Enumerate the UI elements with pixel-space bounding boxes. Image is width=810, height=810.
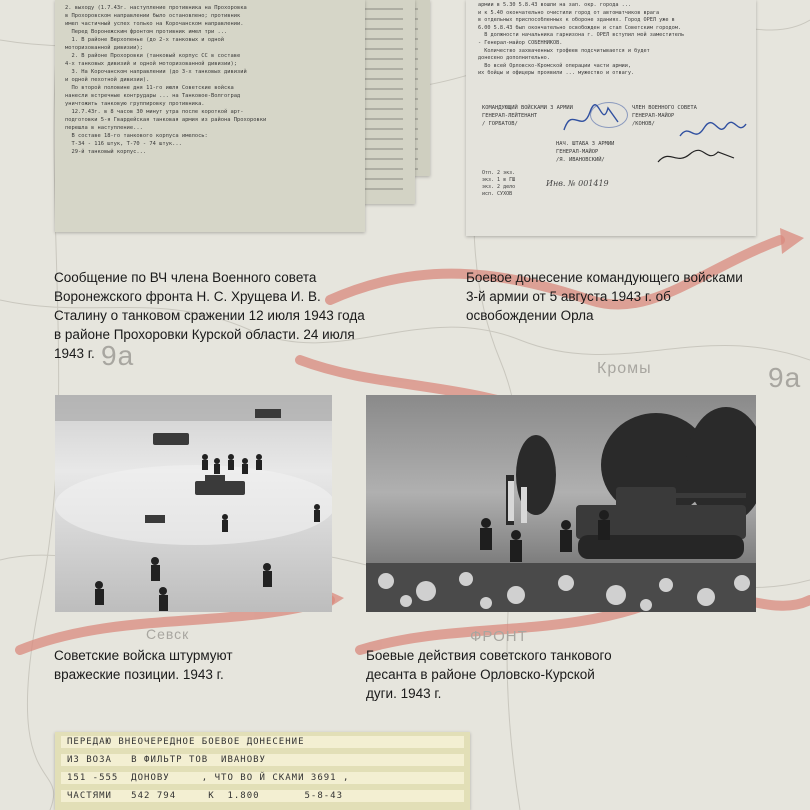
document-line: Т-34 - 116 штук, Т-70 - 74 штук...: [65, 141, 182, 147]
document-line: /КОНОВ/: [632, 121, 655, 127]
document-line: экз. 2 дело: [482, 184, 516, 190]
orel-report-text: [478, 2, 684, 78]
signature-konov: [678, 118, 748, 148]
map-label-kromy: Кромы: [597, 360, 652, 377]
document-line: армии в 5.30 5.8.43 вошли на зап. окр. города ...: [478, 2, 632, 8]
orel-sign-left: [482, 104, 573, 128]
document-line: КОМАНДУЮЩИЙ ВОЙСКАМИ 3 АРМИИ: [482, 105, 573, 111]
document-line: /Я. ИВАНОВСКИЙ/: [556, 157, 605, 163]
document-line: По второй половине дня 11-го июля Советские войска: [65, 85, 234, 91]
document-line: ГЕНЕРАЛ-МАЙОР: [556, 149, 599, 155]
document-line: 6.00 5.8.43 был окончательно освобожден и стал Советским городом.: [478, 24, 682, 31]
document-line: НАЧ. ШТАБА 3 АРМИИ: [556, 141, 615, 147]
telegram-document: [55, 732, 470, 810]
document-line: Перед Воронежским фронтом противник имел три ...: [65, 29, 228, 35]
document-line: экз. 1 в ГШ: [482, 177, 516, 183]
caption-orel-report: Боевое донесение командующего войсками 3-й армии от 5 августа 1943 г. об освобождении Орла: [466, 270, 743, 323]
caption-tank-assault: Боевые действия советского танкового десанта в районе Орловско-Курской дуги. 1943 г.: [366, 648, 612, 701]
document-line: донесено дополнительно.: [478, 55, 550, 62]
photo-tank-assault: [366, 395, 756, 612]
document-line: и к 5.40 окончательно очистили город от автоматчиков врага: [478, 9, 660, 16]
document-line: исп. СУХОВ: [482, 191, 513, 197]
document-line: 3. На Корочанском направлении (до 3-х танковых дивизий: [65, 69, 247, 75]
document-line: ГЕНЕРАЛ-ЛЕЙТЕНАНТ: [482, 113, 538, 119]
map-label-front: ФРОНТ: [470, 628, 528, 645]
document-line: и одной пехотной дивизии).: [65, 77, 150, 83]
photo-soldiers-storming: [55, 395, 332, 612]
document-line: имел частичный успех только на Корочанском направлении.: [65, 21, 244, 27]
map-label-9a-right: 9а: [768, 362, 802, 393]
document-line: Во всей Орловско-Кромской операции части армии,: [478, 62, 632, 69]
document-line: уничтожить танковую группировку противника.: [65, 101, 205, 107]
document-line: нанесли встречные контрудары ... на Танковое-Волгоград: [65, 93, 241, 99]
caption-soldiers-storming: Советские войска штурмуют вражеские позиции. 1943 г.: [54, 648, 233, 682]
document-line: ЧЛЕН ВОЕННОГО СОВЕТА: [632, 105, 697, 111]
orel-report-document: [466, 0, 756, 236]
document-line: ГЕНЕРАЛ-МАЙОР: [632, 113, 675, 119]
document-line: 2. В районе Прохоровки (танковый корпус СС в составе: [65, 53, 241, 59]
map-label-sevsk: Севск: [146, 626, 190, 642]
khrushchev-report-document: [55, 0, 365, 232]
document-line: подготовки 5-я Гвардейская танковая армия из района Прохоровки: [65, 117, 267, 123]
orel-sign-mid: [556, 140, 614, 164]
document-line: 1. В районе Верхопенье (до 2-х танковых и одной: [65, 37, 225, 43]
document-line: 4-х танковых дивизий и одной моторизованной дивизии);: [65, 61, 238, 67]
khrushchev-report-text: [65, 4, 266, 156]
document-line: В составе 18-го танкового корпуса имелось:: [65, 133, 208, 139]
document-line: 12.7.43г. в 8 часов 30 минут утра после короткой арт-: [65, 109, 244, 115]
telegram-strip: ИЗ ВОЗА В ФИЛЬТР ТОВ ИВАНОВУ: [61, 754, 464, 766]
caption-khrushchev-report: Сообщение по ВЧ члена Военного совета Воронежского фронта Н. С. Хрущева И. В. Сталину о танковом сражении 12 июля 1943 года в районе Прохоровки Курской области. 24 июля 1943 г.: [54, 270, 365, 361]
signature-ivanovsky: [656, 146, 736, 170]
orel-footer: [482, 170, 515, 198]
orel-inventory-stamp: Инв. № 001419: [546, 179, 609, 188]
document-line: их бойцы и офицеры проявили ... мужество и отвагу.: [478, 70, 635, 77]
document-line: 2. выходу (1.7.43г. наступление противника на Прохоровка: [65, 5, 247, 11]
map-label-9a-left: 9а: [101, 340, 135, 371]
stamp-mark: [590, 102, 628, 128]
telegram-strip: ПЕРЕДАЮ ВНЕОЧЕРЕДНОЕ БОЕВОЕ ДОНЕСЕНИЕ: [61, 736, 464, 748]
document-line: Количество захваченных трофеев подсчитывается и будет: [478, 47, 650, 54]
telegram-strip: 151 -555 ДОНОВУ , ЧТО ВО Й СКАМИ 3691 ,: [61, 772, 464, 784]
document-line: В должности начальника гарнизона г. ОРЕЛ вступил мой заместитель: [478, 32, 685, 39]
document-line: Отп. 2 экз.: [482, 170, 516, 176]
document-line: в Прохоровском направлении было остановлено; противник: [65, 13, 241, 19]
document-line: 29-й танковый корпус...: [65, 149, 147, 155]
document-line: / ГОРБАТОВ/: [482, 121, 518, 127]
document-line: - Генерал-майор СОБЕННИКОВ.: [478, 39, 563, 46]
document-line: в отдельных приспособленных к обороне зданиях. Город ОРЕЛ уже в: [478, 17, 675, 24]
document-line: перешла в наступление...: [65, 125, 143, 131]
document-line: моторизованной дивизии);: [65, 45, 143, 51]
telegram-strip: ЧАСТЯМИ 542 794 К 1.800 5-8-43: [61, 790, 464, 802]
